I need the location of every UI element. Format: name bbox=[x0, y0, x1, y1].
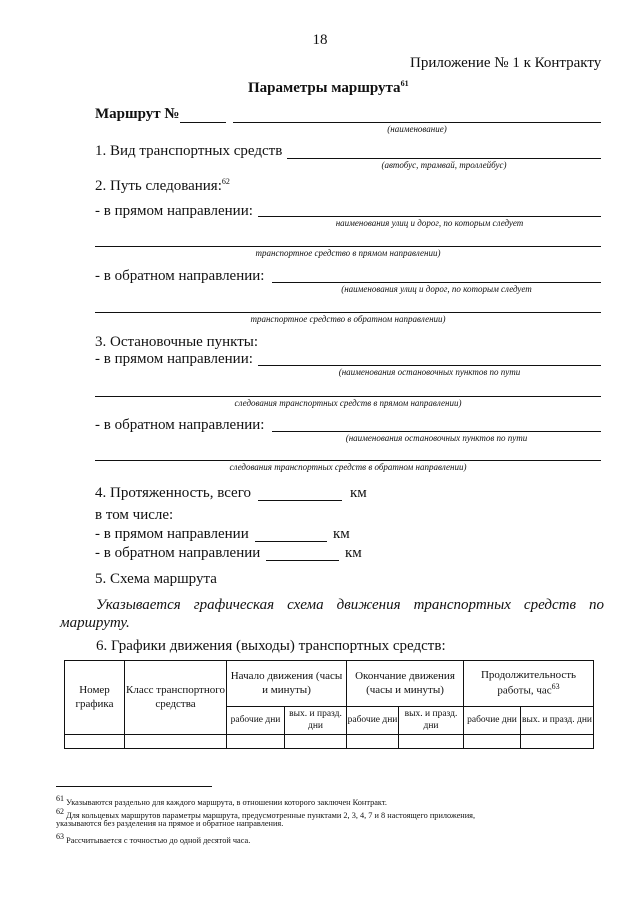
footnote-61-text: Указываются раздельно для каждого маршрута, в отношении которого заключен Контракт. bbox=[66, 797, 387, 807]
schedule-table bbox=[64, 660, 594, 749]
length-forward-field[interactable] bbox=[255, 541, 327, 542]
stops-forward-field[interactable] bbox=[258, 365, 601, 366]
col-header-start: Начало движения (часы и минуты) bbox=[227, 661, 347, 707]
vehicle-type-field[interactable] bbox=[287, 158, 601, 159]
length-backward-unit: км bbox=[345, 545, 362, 561]
route-label: Маршрут № bbox=[95, 106, 180, 122]
vehicle-type-caption: (автобус, трамвай, троллейбус) bbox=[381, 160, 507, 170]
col-header-class: Класс транспортного средства bbox=[125, 661, 227, 735]
col-header-number: Номер графика bbox=[65, 661, 125, 735]
duration-text: Продолжительность работы, час bbox=[480, 668, 577, 697]
title-text: Параметры маршрута bbox=[248, 80, 401, 96]
footnote-63-text: Рассчитывается с точностью до одной десятой часа. bbox=[66, 835, 251, 845]
scheme-text-line2: маршруту. bbox=[60, 615, 130, 631]
stops-backward-caption-2: следования транспортных средств в обратном направлении) bbox=[229, 462, 467, 472]
stops-forward-caption: (наименования остановочных пунктов по пути bbox=[338, 367, 521, 377]
stops-forward-field-2[interactable] bbox=[95, 396, 601, 397]
route-name-caption: (наименование) bbox=[387, 124, 447, 134]
length-total-label: 4. Протяженность, всего bbox=[95, 485, 251, 501]
page-title bbox=[248, 79, 409, 97]
stops-backward-label: - в обратном направлении: bbox=[95, 417, 265, 433]
length-forward-label: - в прямом направлении bbox=[95, 526, 249, 542]
footnote-62-cont-text: указываются без разделения на прямое и обратное направления. bbox=[56, 819, 284, 828]
table-cell[interactable] bbox=[227, 735, 285, 749]
table-cell[interactable] bbox=[285, 735, 347, 749]
path-forward-caption: наименования улиц и дорог, по которым следует bbox=[335, 218, 524, 228]
schedule-heading: 6. Графики движения (выходы) транспортных средств: bbox=[96, 638, 446, 654]
length-including-label: в том числе: bbox=[95, 507, 174, 523]
path-backward-label: - в обратном направлении: bbox=[95, 268, 265, 284]
length-backward-label: - в обратном направлении bbox=[95, 545, 261, 561]
sub-header-start-workdays: рабочие дни bbox=[227, 707, 285, 735]
path-backward-field[interactable] bbox=[272, 282, 601, 283]
stops-backward-field[interactable] bbox=[272, 431, 601, 432]
page-number: 18 bbox=[312, 32, 328, 48]
path-backward-caption-2: транспортное средство в обратном направлении) bbox=[250, 314, 446, 324]
path-forward-field[interactable] bbox=[258, 216, 601, 217]
appendix-label: Приложение № 1 к Контракту bbox=[410, 55, 602, 71]
route-number-field[interactable] bbox=[180, 122, 226, 123]
path-footnote-ref: 62 bbox=[221, 177, 230, 186]
footnote-61-num: 61 bbox=[56, 794, 64, 803]
path-heading-text: 2. Путь следования: bbox=[95, 178, 222, 194]
duration-footnote-ref: 63 bbox=[551, 682, 560, 692]
sub-header-end-workdays: рабочие дни bbox=[347, 707, 399, 735]
path-forward-field-2[interactable] bbox=[95, 246, 601, 247]
sub-header-duration-workdays: рабочие дни bbox=[464, 707, 521, 735]
sub-header-end-holidays: вых. и празд. дни bbox=[399, 707, 464, 735]
path-forward-label: - в прямом направлении: bbox=[95, 203, 253, 219]
footnote-62-num: 62 bbox=[56, 807, 64, 816]
length-total-field[interactable] bbox=[258, 500, 342, 501]
footnote-63 bbox=[56, 831, 250, 847]
footnote-separator bbox=[56, 786, 212, 787]
stops-heading: 3. Остановочные пункты: bbox=[95, 334, 259, 350]
route-name-field[interactable] bbox=[233, 122, 601, 123]
table-cell[interactable] bbox=[65, 735, 125, 749]
scheme-heading: 5. Схема маршрута bbox=[95, 571, 217, 587]
stops-forward-caption-2: следования транспортных средств в прямом направлении) bbox=[234, 398, 462, 408]
title-footnote-ref: 61 bbox=[400, 79, 409, 88]
table-row bbox=[65, 735, 594, 749]
path-heading bbox=[95, 177, 230, 195]
length-forward-unit: км bbox=[333, 526, 350, 542]
table-cell[interactable] bbox=[464, 735, 521, 749]
length-total-unit: км bbox=[350, 485, 367, 501]
path-backward-field-2[interactable] bbox=[95, 312, 601, 313]
footnote-62-text: Для кольцевых маршрутов параметры маршрута, предусмотренные пунктами 2, 3, 4, 7 и 8 настоящего приложения, bbox=[66, 810, 476, 820]
sub-header-start-holidays: вых. и празд. дни bbox=[285, 707, 347, 735]
footnote-62-cont bbox=[56, 818, 283, 830]
table-cell[interactable] bbox=[521, 735, 594, 749]
sub-header-duration-holidays: вых. и празд. дни bbox=[521, 707, 594, 735]
vehicle-type-label: 1. Вид транспортных средств bbox=[95, 143, 283, 159]
stops-backward-caption: (наименования остановочных пунктов по пути bbox=[345, 433, 528, 443]
stops-backward-field-2[interactable] bbox=[95, 460, 601, 461]
col-header-duration bbox=[464, 661, 594, 707]
scheme-text-line1: Указывается графическая схема движения транспортных средств по bbox=[96, 597, 604, 613]
length-backward-field[interactable] bbox=[266, 560, 339, 561]
table-cell[interactable] bbox=[347, 735, 399, 749]
table-cell[interactable] bbox=[399, 735, 464, 749]
footnote-63-num: 63 bbox=[56, 832, 64, 841]
table-cell[interactable] bbox=[125, 735, 227, 749]
path-forward-caption-2: транспортное средство в прямом направлении) bbox=[255, 248, 441, 258]
path-backward-caption: (наименования улиц и дорог, по которым следует bbox=[341, 284, 532, 294]
col-header-end: Окончание движения (часы и минуты) bbox=[347, 661, 464, 707]
stops-forward-label: - в прямом направлении: bbox=[95, 351, 253, 367]
